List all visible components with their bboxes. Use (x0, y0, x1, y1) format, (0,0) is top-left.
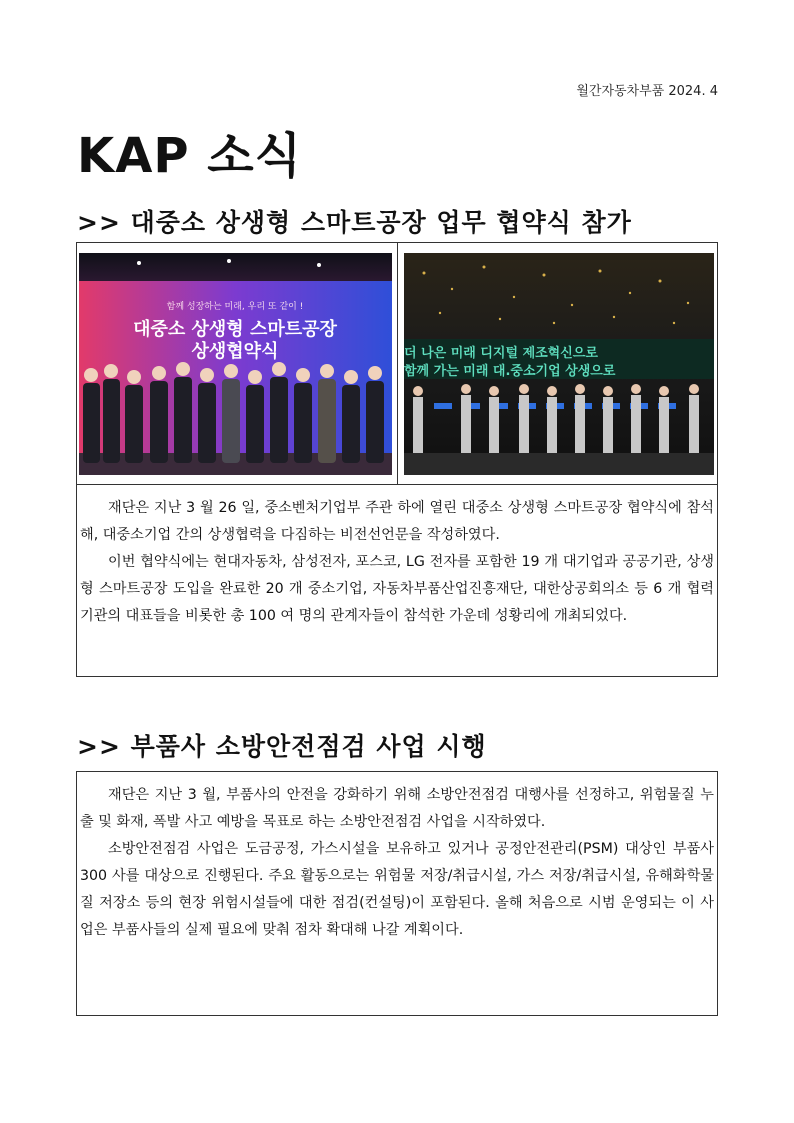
paragraph: 이번 협약식에는 현대자동차, 삼성전자, 포스코, LG 전자를 포함한 19 개 대기업과 공공기관, 상생형 스마트공장 도입을 완료한 20 개 중소기업, 자동차부품산업진흥재단, 대한상공회의소 등 6 개 협력기관의 대표들을 비롯한 총 100 여 명의 관계자들이 참석한 가운데 성황리에 개최되었다. (80, 554, 714, 624)
led-banner-line1: 더 나은 미래 디지털 제조혁신으로 (404, 346, 598, 361)
photo-table (76, 242, 718, 484)
stage-photo-illustration (79, 253, 392, 475)
paragraph: 소방안전점검 사업은 도금공정, 가스시설을 보유하고 있거나 공정안전관리(PSM) 대상인 부품사 300 사를 대상으로 진행된다. 주요 활동으로는 위험물 저장/취급시설, 가스 저장/취급시설, 유해화학물질 저장소 등의 현장 위험시설들에 대한 점검(컨설팅)이 포함된다. 올해 처음으로 시범 운영되는 이 사업은 부품사들의 실제 필요에 맞춰 점차 확대해 나갈 계획이다. (80, 841, 714, 938)
publication-info: 월간자동차부품 2024. 4 (576, 84, 718, 99)
paragraph: 재단은 지난 3 월 26 일, 중소벤처기업부 주관 하에 열린 대중소 상생형 스마트공장 협약식에 참석해, 대중소기업 간의 상생협력을 다짐하는 비전선언문을 작성하였다. (80, 500, 714, 543)
section-heading-fire-safety: >> 부품사 소방안전점검 사업 시행 (77, 732, 487, 761)
stage-title-line2: 상생협약식 (191, 341, 279, 362)
article-body-fire-safety (76, 771, 718, 1016)
stage-slogan: 함께 성장하는 미래, 우리 또 같이 ! (166, 302, 304, 312)
photo-divider (397, 243, 398, 484)
stage-title-line1: 대중소 상생형 스마트공장 (133, 319, 337, 340)
ceremony-photo-signing (404, 253, 714, 475)
paragraph: 재단은 지난 3 월, 부품사의 안전을 강화하기 위해 소방안전점검 대행사를 선정하고, 위험물질 누출 및 화재, 폭발 사고 예방을 목표로 하는 소방안전점검 사업을 시작하였다. (80, 787, 714, 830)
article-body-smart-factory (76, 484, 718, 677)
led-banner-line2: 함께 가는 미래 대.중소기업 상생으로 (404, 364, 616, 379)
page-title: KAP 소식 (77, 128, 302, 184)
section-heading-smart-factory: >> 대중소 상생형 스마트공장 업무 협약식 참가 (77, 208, 632, 237)
signing-photo-illustration (404, 253, 714, 475)
ceremony-photo-stage (79, 253, 392, 475)
